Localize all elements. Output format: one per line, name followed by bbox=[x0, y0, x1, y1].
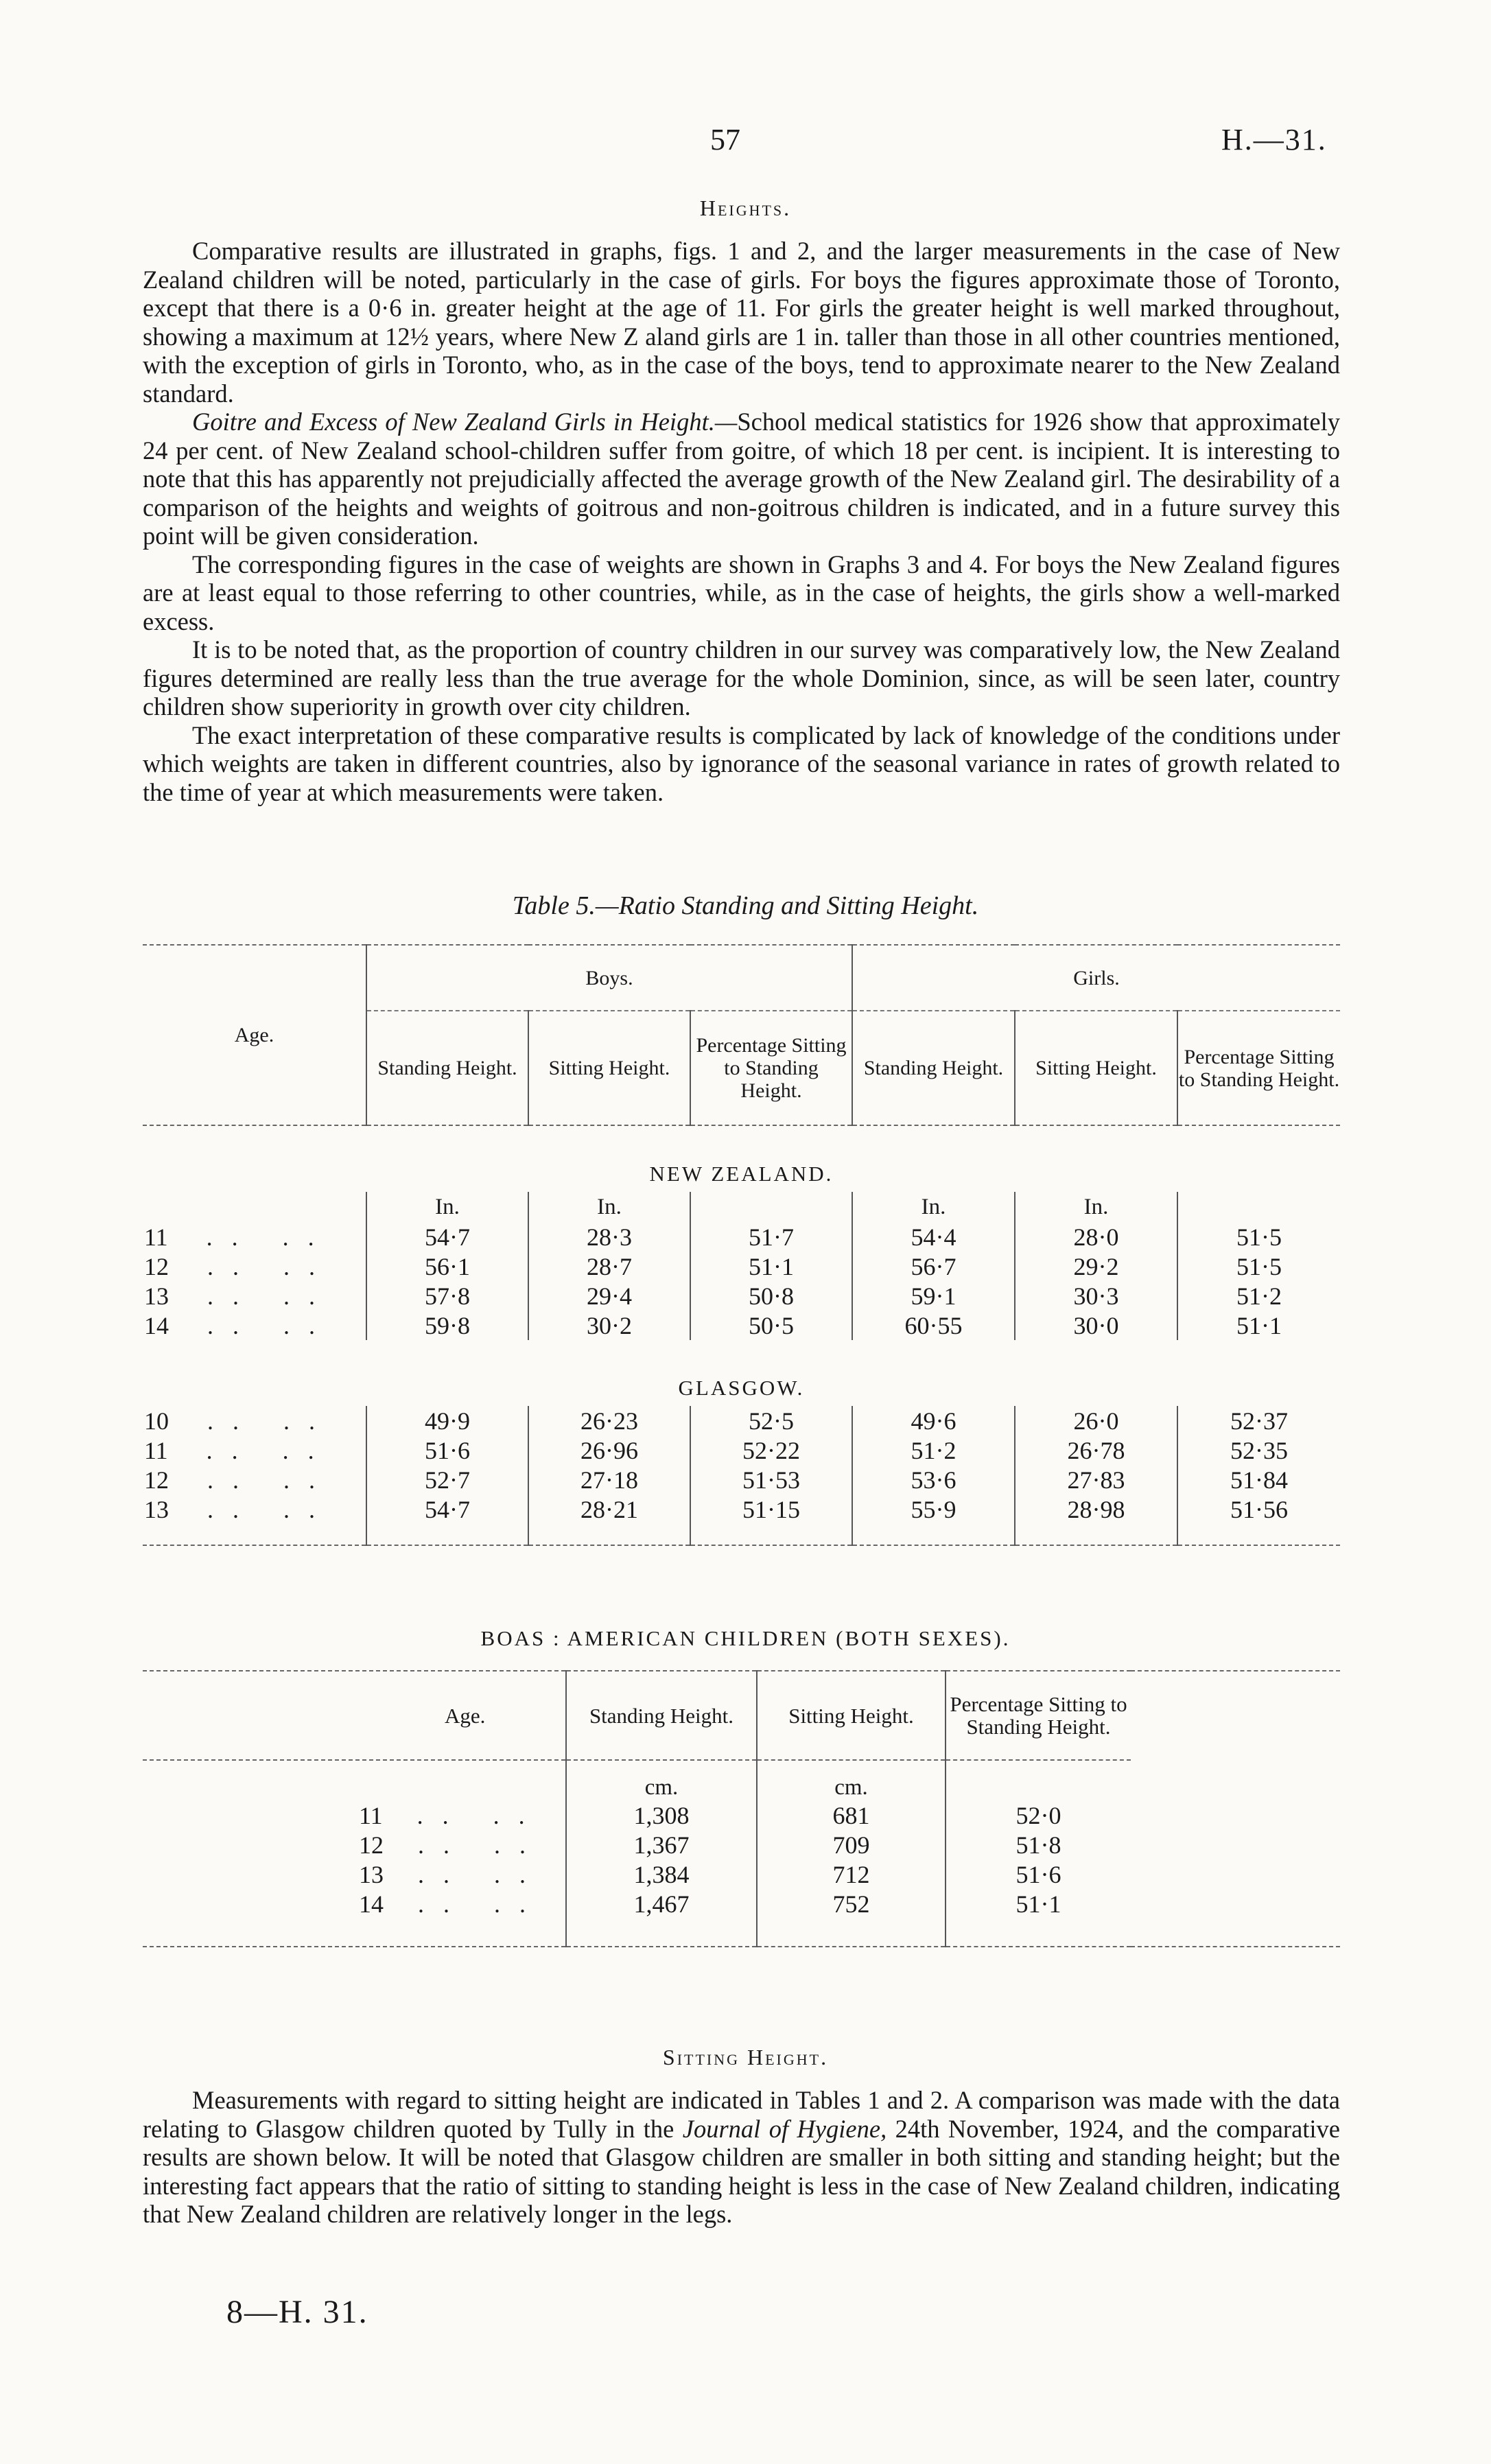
leader-dots: .. .. bbox=[207, 1252, 334, 1280]
new-zealand-rows bbox=[143, 1222, 1340, 1340]
cell: 53·6 bbox=[852, 1465, 1015, 1494]
cell: 1,367 bbox=[566, 1830, 757, 1859]
cell: 709 bbox=[757, 1830, 946, 1859]
leader-dots: .. .. bbox=[207, 1466, 334, 1494]
table-row bbox=[143, 1435, 1340, 1465]
cell: 51·5 bbox=[1177, 1252, 1340, 1281]
sitting-height-heading: Sitting Height. bbox=[662, 2045, 829, 2069]
unit-label: In. bbox=[852, 1192, 1015, 1222]
cell: 28·98 bbox=[1015, 1494, 1177, 1524]
cell: 30·3 bbox=[1015, 1281, 1177, 1311]
cell: 56·7 bbox=[852, 1252, 1015, 1281]
cell: 52·5 bbox=[690, 1406, 852, 1435]
cell: 28·7 bbox=[528, 1252, 690, 1281]
cell: 26·0 bbox=[1015, 1406, 1177, 1435]
cell: 55·9 bbox=[852, 1494, 1015, 1524]
boys-percentage-header: Percentage Sitting to Standing Height. bbox=[690, 1011, 852, 1125]
boys-standing-header: Standing Height. bbox=[366, 1011, 528, 1125]
leader-dots: .. .. bbox=[206, 1436, 333, 1464]
cell: 51·8 bbox=[946, 1830, 1131, 1859]
cell: 56·1 bbox=[366, 1252, 528, 1281]
cell: 57·8 bbox=[366, 1281, 528, 1311]
cell: 30·0 bbox=[1015, 1311, 1177, 1340]
cell: 51·7 bbox=[690, 1222, 852, 1252]
sitting-text-before: Measurements with regard to sitting height are indicated in Tables 1 and 2. A comparison was made with the data relating to Glasgow children quoted by Tully in the bbox=[143, 2086, 1340, 2143]
cell: 28·21 bbox=[528, 1494, 690, 1524]
cell: 52·22 bbox=[690, 1435, 852, 1465]
cell: 26·78 bbox=[1015, 1435, 1177, 1465]
cell: 51·6 bbox=[366, 1435, 528, 1465]
cell: 752 bbox=[757, 1889, 946, 1919]
table-row bbox=[143, 1281, 1340, 1311]
cell: 1,384 bbox=[566, 1859, 757, 1889]
cell: 1,467 bbox=[566, 1889, 757, 1919]
cell: 27·83 bbox=[1015, 1465, 1177, 1494]
paragraph-sitting bbox=[143, 2086, 1340, 2229]
boas-age-header: Age. bbox=[143, 1671, 566, 1760]
cell: 28·3 bbox=[528, 1222, 690, 1252]
boys-sitting-header: Sitting Height. bbox=[528, 1011, 690, 1125]
leader-dots: .. .. bbox=[206, 1223, 333, 1251]
goitre-text: School medical statistics for 1926 show that approximately 24 per cent. of New Zealand school-children suffer from goitre, of which 18 per cent. is incipient. It is interesting to note that this has apparently not prejudicially affected the average growth of the New Zealand girl. The desirability of a comparison of the heights and weights of goitrous and non-goitrous children is indicated, and in a future survey this point will be given consideration. bbox=[143, 408, 1341, 550]
age-cell: 14 bbox=[359, 1890, 384, 1918]
cell: 51·56 bbox=[1177, 1494, 1340, 1524]
boas-standing-header: Standing Height. bbox=[566, 1671, 757, 1760]
leader-dots: .. .. bbox=[207, 1311, 334, 1339]
table-row bbox=[143, 1465, 1340, 1494]
age-cell: 13 bbox=[359, 1860, 384, 1888]
cell: 51·6 bbox=[946, 1859, 1131, 1889]
cell: 49·9 bbox=[366, 1406, 528, 1435]
age-header: Age. bbox=[143, 945, 366, 1125]
cell: 51·53 bbox=[690, 1465, 852, 1494]
cell: 59·8 bbox=[366, 1311, 528, 1340]
cell: 50·5 bbox=[690, 1311, 852, 1340]
age-cell: 11 bbox=[144, 1436, 168, 1464]
cell: 681 bbox=[757, 1800, 946, 1830]
cell: 60·55 bbox=[852, 1311, 1015, 1340]
girls-header: Girls. bbox=[852, 945, 1340, 1011]
sitting-height-text bbox=[143, 2086, 1340, 2229]
age-cell: 14 bbox=[144, 1311, 169, 1339]
leader-dots: .. .. bbox=[207, 1407, 334, 1435]
cell: 29·4 bbox=[528, 1281, 690, 1311]
table-row bbox=[143, 1889, 1340, 1919]
cell: 59·1 bbox=[852, 1281, 1015, 1311]
table-row bbox=[143, 1311, 1340, 1340]
girls-standing-header: Standing Height. bbox=[852, 1011, 1015, 1125]
paragraph-goitre bbox=[143, 408, 1340, 550]
new-zealand-title: NEW ZEALAND. bbox=[649, 1162, 834, 1186]
table5-caption: Table 5.—Ratio Standing and Sitting Height. bbox=[512, 891, 979, 920]
girls-sitting-header: Sitting Height. bbox=[1015, 1011, 1177, 1125]
table-row bbox=[143, 1859, 1340, 1889]
paragraph-interpretation: The exact interpretation of these comparative results is complicated by lack of knowledge of the conditions under which weights are taken in different countries, also by ignorance of the seasonal variance in rates of growth related to the time of year at which measurements were taken. bbox=[143, 720, 1340, 806]
glasgow-title: GLASGOW. bbox=[678, 1376, 805, 1400]
unit-label: In. bbox=[528, 1192, 690, 1222]
paragraph-country: It is to be noted that, as the proportion of country children in our survey was comparatively low, the New Zealand figures determined are really less than the true average for the whole Dominion, since, as will be seen later, country children show superiority in growth over city children. bbox=[143, 635, 1340, 720]
cell: 52·0 bbox=[946, 1800, 1131, 1830]
cell: 30·2 bbox=[528, 1311, 690, 1340]
boas-rows bbox=[143, 1800, 1340, 1919]
cell: 54·7 bbox=[366, 1222, 528, 1252]
cell: 712 bbox=[757, 1859, 946, 1889]
cell: 27·18 bbox=[528, 1465, 690, 1494]
leader-dots: .. .. bbox=[418, 1831, 545, 1859]
cell: 49·6 bbox=[852, 1406, 1015, 1435]
unit-label: In. bbox=[1015, 1192, 1177, 1222]
boas-title: BOAS : AMERICAN CHILDREN (BOTH SEXES). bbox=[480, 1626, 1011, 1650]
leader-dots: .. .. bbox=[418, 1890, 545, 1918]
sitting-text-after: 24th November, 1924, and the comparative results are shown below. It will be noted that Glasgow children are smaller in both sitting and standing height; but the interesting fact appears that the ratio of sitting to standing height is less in the case of New Zealand children, indicating that New Zealand children are relatively longer in the legs. bbox=[143, 2114, 1341, 2228]
cell: 52·7 bbox=[366, 1465, 528, 1494]
table-row bbox=[143, 1494, 1340, 1524]
leader-dots: .. .. bbox=[416, 1801, 544, 1829]
age-cell: 12 bbox=[144, 1466, 169, 1494]
boas-percentage-header: Percentage Sitting to Standing Height. bbox=[946, 1671, 1131, 1760]
cell: 26·23 bbox=[528, 1406, 690, 1435]
cell: 51·2 bbox=[1177, 1281, 1340, 1311]
boas-sitting-header: Sitting Height. bbox=[757, 1671, 946, 1760]
age-cell: 12 bbox=[359, 1831, 384, 1859]
age-cell: 11 bbox=[359, 1801, 383, 1829]
boys-header: Boys. bbox=[366, 945, 852, 1011]
unit-label: In. bbox=[366, 1192, 528, 1222]
leader-dots: .. .. bbox=[207, 1495, 334, 1523]
footer-reference: 8—H. 31. bbox=[226, 2294, 368, 2330]
cell: 28·0 bbox=[1015, 1222, 1177, 1252]
cell: 51·15 bbox=[690, 1494, 852, 1524]
cell: 26·96 bbox=[528, 1435, 690, 1465]
glasgow-rows bbox=[143, 1406, 1340, 1524]
leader-dots: .. .. bbox=[418, 1860, 545, 1888]
cell: 51·2 bbox=[852, 1435, 1015, 1465]
cell: 50·8 bbox=[690, 1281, 852, 1311]
table-row bbox=[143, 1830, 1340, 1859]
girls-percentage-header: Percentage Sitting to Standing Height. bbox=[1177, 1011, 1340, 1125]
cell: 54·7 bbox=[366, 1494, 528, 1524]
cell: 52·37 bbox=[1177, 1406, 1340, 1435]
document-reference: H.—31. bbox=[1221, 123, 1327, 156]
cell: 51·1 bbox=[946, 1889, 1131, 1919]
heights-text bbox=[143, 237, 1340, 806]
journal-title: Journal of Hygiene, bbox=[682, 2114, 887, 2143]
cell: 51·5 bbox=[1177, 1222, 1340, 1252]
table-row bbox=[143, 1406, 1340, 1435]
cell: 1,308 bbox=[566, 1800, 757, 1830]
ratio-table bbox=[143, 944, 1340, 1546]
cell: 51·1 bbox=[1177, 1311, 1340, 1340]
table-row bbox=[143, 1222, 1340, 1252]
cell: 54·4 bbox=[852, 1222, 1015, 1252]
age-cell: 11 bbox=[144, 1223, 168, 1251]
age-cell: 12 bbox=[144, 1252, 169, 1280]
goitre-lead: Goitre and Excess of New Zealand Girls in Height.— bbox=[192, 408, 738, 436]
heights-heading: Heights. bbox=[699, 196, 792, 220]
cell: 52·35 bbox=[1177, 1435, 1340, 1465]
leader-dots: .. .. bbox=[207, 1282, 334, 1310]
age-cell: 13 bbox=[144, 1282, 169, 1310]
cell: 51·84 bbox=[1177, 1465, 1340, 1494]
age-cell: 10 bbox=[144, 1407, 169, 1435]
table-row bbox=[143, 1800, 1340, 1830]
cell: 29·2 bbox=[1015, 1252, 1177, 1281]
unit-label: cm. bbox=[566, 1760, 757, 1800]
age-cell: 13 bbox=[144, 1495, 169, 1523]
paragraph-weights: The corresponding figures in the case of weights are shown in Graphs 3 and 4. For boys the New Zealand figures are at least equal to those referring to other countries, while, as in the case of heights, the girls show a well-marked excess. bbox=[143, 550, 1340, 635]
table-row bbox=[143, 1252, 1340, 1281]
page-number: 57 bbox=[710, 123, 740, 156]
boas-table bbox=[143, 1670, 1340, 1947]
unit-label: cm. bbox=[757, 1760, 946, 1800]
cell: 51·1 bbox=[690, 1252, 852, 1281]
paragraph-comparative: Comparative results are illustrated in graphs, figs. 1 and 2, and the larger measurements in the case of New Zealand children will be noted, particularly in the case of girls. For boys the figures approximate those of Toronto, except that there is a 0·6 in. greater height at the age of 11. For girls the greater height is well marked throughout, showing a maximum at 12½ years, where New Z aland girls are 1 in. taller than those in all other countries mentioned, with the exception of girls in Toronto, who, as in the case of the boys, tend to approximate nearer to the New Zealand standard. bbox=[143, 237, 1340, 408]
